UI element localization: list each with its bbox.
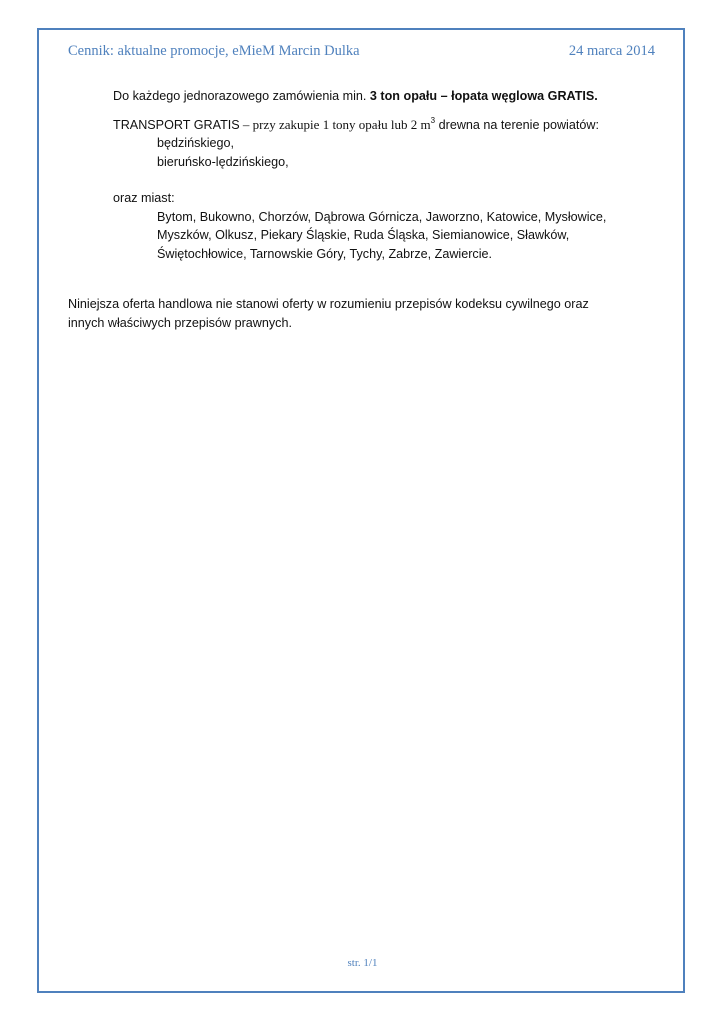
document-body bbox=[68, 87, 658, 332]
header-title: Cennik: aktualne promocje, eMieM Marcin Dulka bbox=[68, 43, 360, 59]
transport-text-after: drewna na terenie powiatów: bbox=[435, 117, 599, 132]
cities-line: Świętochłowice, Tarnowskie Góry, Tychy, Zabrze, Zawiercie. bbox=[157, 246, 493, 261]
transport-text: – przy zakupie 1 tony opału lub 2 m bbox=[239, 116, 431, 132]
district-item: bieruńsko-lędzińskiego, bbox=[157, 154, 289, 169]
cities-label: oraz miast: bbox=[113, 191, 175, 205]
disclaimer-line: Niniejsza oferta handlowa nie stanowi oferty w rozumieniu przepisów kodeksu cywilnego oraz bbox=[68, 297, 589, 311]
promo-paragraph bbox=[68, 87, 658, 106]
page-number: str. 1/1 bbox=[347, 957, 378, 969]
district-item: będzińskiego, bbox=[157, 136, 235, 150]
cubic-superscript: 3 bbox=[430, 115, 436, 125]
promo-bold-text: 3 ton opału – łopata węglowa GRATIS. bbox=[369, 89, 598, 103]
promo-text: Do każdego jednorazowego zamówienia min. bbox=[113, 89, 370, 103]
page-header bbox=[68, 43, 655, 60]
header-date: 24 marca 2014 bbox=[568, 43, 655, 59]
cities-line: Myszków, Olkusz, Piekary Śląskie, Ruda Śląska, Siemianowice, Sławków, bbox=[157, 228, 570, 242]
transport-label: TRANSPORT GRATIS bbox=[113, 117, 240, 132]
cities-line: Bytom, Bukowno, Chorzów, Dąbrowa Górnicza, Jaworzno, Katowice, Mysłowice, bbox=[157, 209, 607, 224]
transport-paragraph bbox=[68, 116, 658, 135]
disclaimer-line: innych właściwych przepisów prawnych. bbox=[68, 315, 292, 330]
